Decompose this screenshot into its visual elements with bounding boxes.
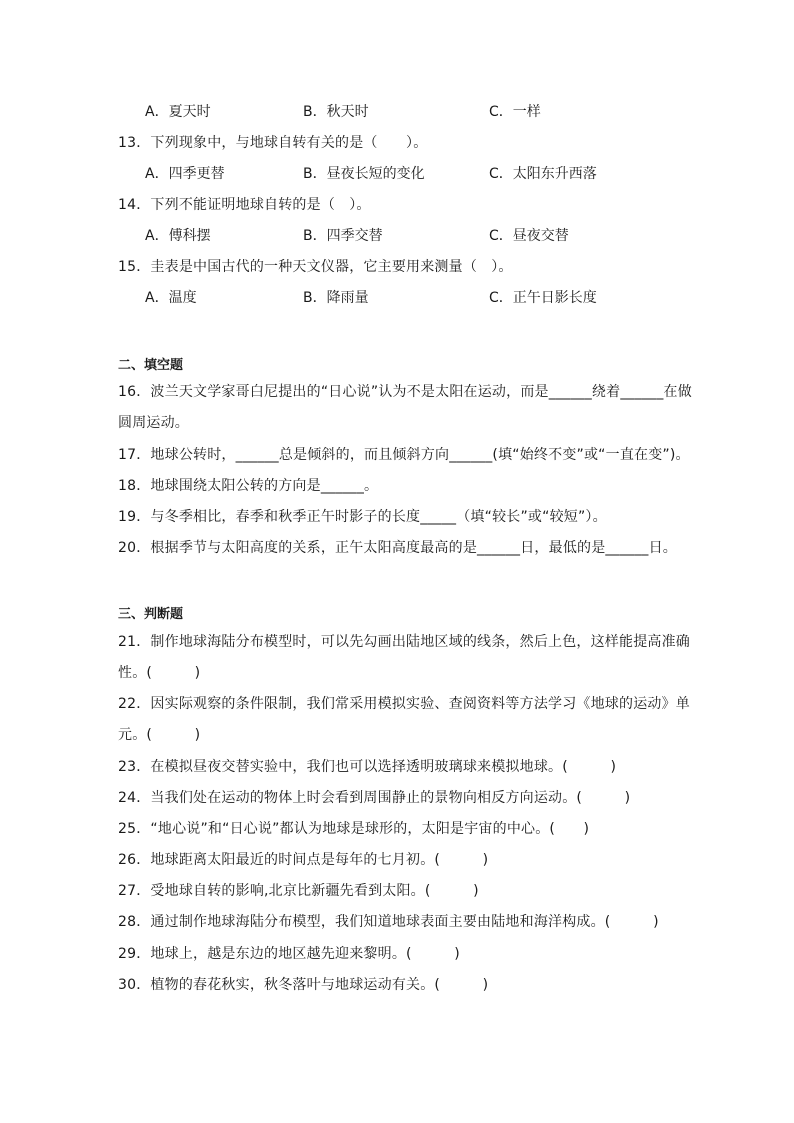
q15-option-a: A．温度 (145, 290, 197, 306)
q14-stem: 14．下列不能证明地球自转的是（ ）。 (118, 197, 371, 213)
q23: 23．在模拟昼夜交替实验中，我们也可以选择透明玻璃球来模拟地球。( ) (118, 759, 617, 775)
q12-option-c: C．一样 (489, 104, 541, 120)
q22-line-1: 22．因实际观察的条件限制，我们常采用模拟实验、查阅资料等方法学习《地球的运动》单 (118, 696, 691, 712)
q29: 29．地球上，越是东边的地区越先迎来黎明。( ) (118, 946, 460, 962)
q14-option-c: C．昼夜交替 (489, 228, 569, 244)
q25: 25．“地心说”和“日心说”都认为地球是球形的，太阳是宇宙的中心。( ) (118, 821, 590, 837)
section-title-true-false: 三、判断题 (118, 607, 184, 622)
q15-stem: 15．圭表是中国古代的一种天文仪器，它主要用来测量（ ）。 (118, 259, 513, 275)
q28: 28．通过制作地球海陆分布模型，我们知道地球表面主要由陆地和海洋构成。( ) (118, 914, 659, 930)
q26: 26．地球距离太阳最近的时间点是每年的七月初。( ) (118, 852, 489, 868)
q20: 20．根据季节与太阳高度的关系，正午太阳高度最高的是______日，最低的是______日。 (118, 540, 678, 556)
q19: 19．与冬季相比，春季和秋季正午时影子的长度_____（填“较长”或“较短”）。 (118, 509, 607, 525)
q24: 24．当我们处在运动的物体上时会看到周围静止的景物向相反方向运动。( ) (118, 790, 631, 806)
q14-option-a: A．傅科摆 (145, 228, 211, 244)
q15-option-b: B．降雨量 (303, 290, 369, 306)
q18: 18．地球围绕太阳公转的方向是______。 (118, 478, 379, 494)
q15-option-c: C．正午日影长度 (489, 290, 597, 306)
q14-option-b: B．四季交替 (303, 228, 383, 244)
section-title-fill-in: 二、填空题 (118, 358, 184, 373)
q16-line-1: 16．波兰天文学家哥白尼提出的“日心说”认为不是太阳在运动，而是______绕着______在做 (118, 384, 692, 400)
q13-option-c: C．太阳东升西落 (489, 166, 597, 182)
q21-line-1: 21．制作地球海陆分布模型时，可以先勾画出陆地区域的线条，然后上色，这样能提高准确 (118, 634, 691, 650)
q13-option-a: A．四季更替 (145, 166, 225, 182)
q22-line-2: 元。( ) (118, 727, 201, 743)
q13-option-b: B．昼夜长短的变化 (303, 166, 425, 182)
q17: 17．地球公转时，______总是倾斜的，而且倾斜方向______(填“始终不变”或“一直在变”)。 (118, 447, 690, 463)
q13-stem: 13．下列现象中，与地球自转有关的是（ ）。 (118, 135, 428, 151)
q12-option-b: B．秋天时 (303, 104, 369, 120)
q27: 27．受地球自转的影响,北京比新疆先看到太阳。( ) (118, 883, 479, 899)
q30: 30．植物的春花秋实，秋冬落叶与地球运动有关。( ) (118, 977, 489, 993)
q21-line-2: 性。( ) (118, 665, 201, 681)
q16-line-2: 圆周运动。 (118, 415, 189, 431)
q12-option-a: A．夏天时 (145, 104, 211, 120)
